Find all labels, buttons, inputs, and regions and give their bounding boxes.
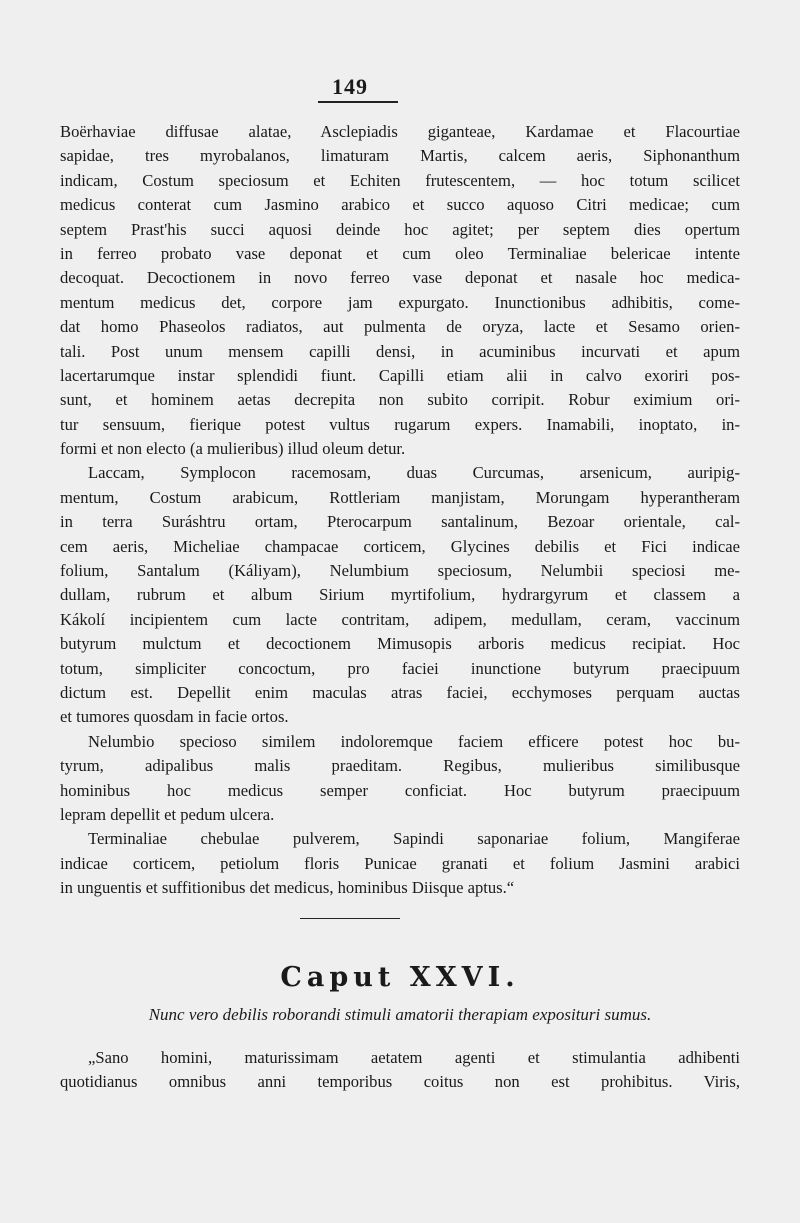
text-line: sapidae, tres myrobalanos, limaturam Martis, calcem aeris, Siphonanthum [60,146,740,166]
text-line: butyrum mulctum et decoctionem Mimusopis arboris medicus recipiat. Hoc [60,634,740,654]
text-line: tur sensuum, fierique potest vultus rugarum expers. Inamabili, inoptato, in- [60,414,740,434]
text-line: lepram depellit et pedum ulcera. [60,804,275,824]
text-line: dictum est. Depellit enim maculas atras faciei, ecchymoses perquam auctas [60,682,740,702]
text-line: dat homo Phaseolos radiatos, aut pulmenta de oryza, lacte et Sesamo orien- [60,317,740,337]
text-line: mentum, Costum arabicum, Rottleriam manjistam, Morungam hyperantheram [60,487,740,507]
text-line: folium, Santalum (Káliyam), Nelumbium speciosum, Nelumbii speciosi me- [60,561,740,581]
text-line: hominibus hoc medicus semper conficiat. Hoc butyrum praecipuum [60,780,740,800]
section-divider [300,918,400,919]
text-line: dullam, rubrum et album Sirium myrtifolium, hydrargyrum et classem a [60,585,740,605]
chapter-heading: Caput XXVI. [280,962,520,993]
text-line: tali. Post unum mensem capilli densi, in acuminibus incurvati et apum [60,341,740,361]
text-line: totum, simpliciter concoctum, pro faciei inunctione butyrum praecipuum [60,658,740,678]
text-line: medicus conterat cum Jasmino arabico et succo aquoso Citri medicae; cum [60,195,740,215]
text-line: et tumores quosdam in facie ortos. [60,707,289,727]
text-line: indicam, Costum speciosum et Echiten frutescentem, — hoc totum scilicet [60,170,740,190]
page-number: 149 [332,74,368,99]
text-line: Nelumbio specioso similem indoloremque faciem efficere potest hoc bu- [88,731,740,751]
text-line: tyrum, adipalibus malis praeditam. Regibus, mulieribus similibusque [60,756,740,776]
text-line: in ferreo probato vase deponat et cum oleo Terminaliae belericae intente [60,243,740,263]
text-line: cem aeris, Micheliae champacae corticem, Glycines debilis et Fici indicae [60,536,740,556]
text-line: septem Prast'his succi aquosi deinde hoc agitet; per septem dies opertum [60,219,740,239]
text-line: indicae corticem, petiolum floris Punicae granati et folium Jasmini arabici [60,853,740,873]
text-line: „Sano homini, maturissimam aetatem agenti et stimulantia adhibenti [88,1048,740,1067]
text-line: in unguentis et suffitionibus det medicus, hominibus Diisque aptus.“ [60,878,515,898]
text-line: formi et non electo (a mulieribus) illud oleum detur. [60,439,406,459]
text-line: Boërhaviae diffusae alatae, Asclepiadis giganteae, Kardamae et Flacourtiae [60,122,740,141]
text-line: decoquat. Decoctionem in novo ferreo vase deponat et nasale hoc medica- [60,268,740,288]
text-line: Terminaliae chebulae pulverem, Sapindi saponariae folium, Mangiferae [88,829,740,849]
text-line: in terra Suráshtru ortam, Pterocarpum santalinum, Bezoar orientale, cal- [60,512,740,532]
chapter-subtitle: Nunc vero debilis roborandi stimuli amatorii therapiam exposituri sumus. [148,1005,652,1024]
text-line: Kákolí incipientem cum lacte contritam, adipem, medullam, ceram, vaccinum [60,609,740,629]
text-line: sunt, et hominem aetas decrepita non subito corripit. Robur eximium ori- [60,390,740,410]
page-number-rule [318,101,398,103]
text-line: mentum medicus det, corpore jam expurgato. Inunctionibus adhibitis, come- [60,292,740,312]
chapter-text [60,1046,740,1095]
text-line: Laccam, Symplocon racemosam, duas Curcumas, arsenicum, auripig- [88,463,740,483]
text-line: quotidianus omnibus anni temporibus coitus non est prohibitus. Viris, [60,1072,740,1092]
text-line: lacertarumque instar splendidi fiunt. Capilli etiam alii in calvo exoriri pos- [60,365,740,385]
body-text [60,120,740,901]
